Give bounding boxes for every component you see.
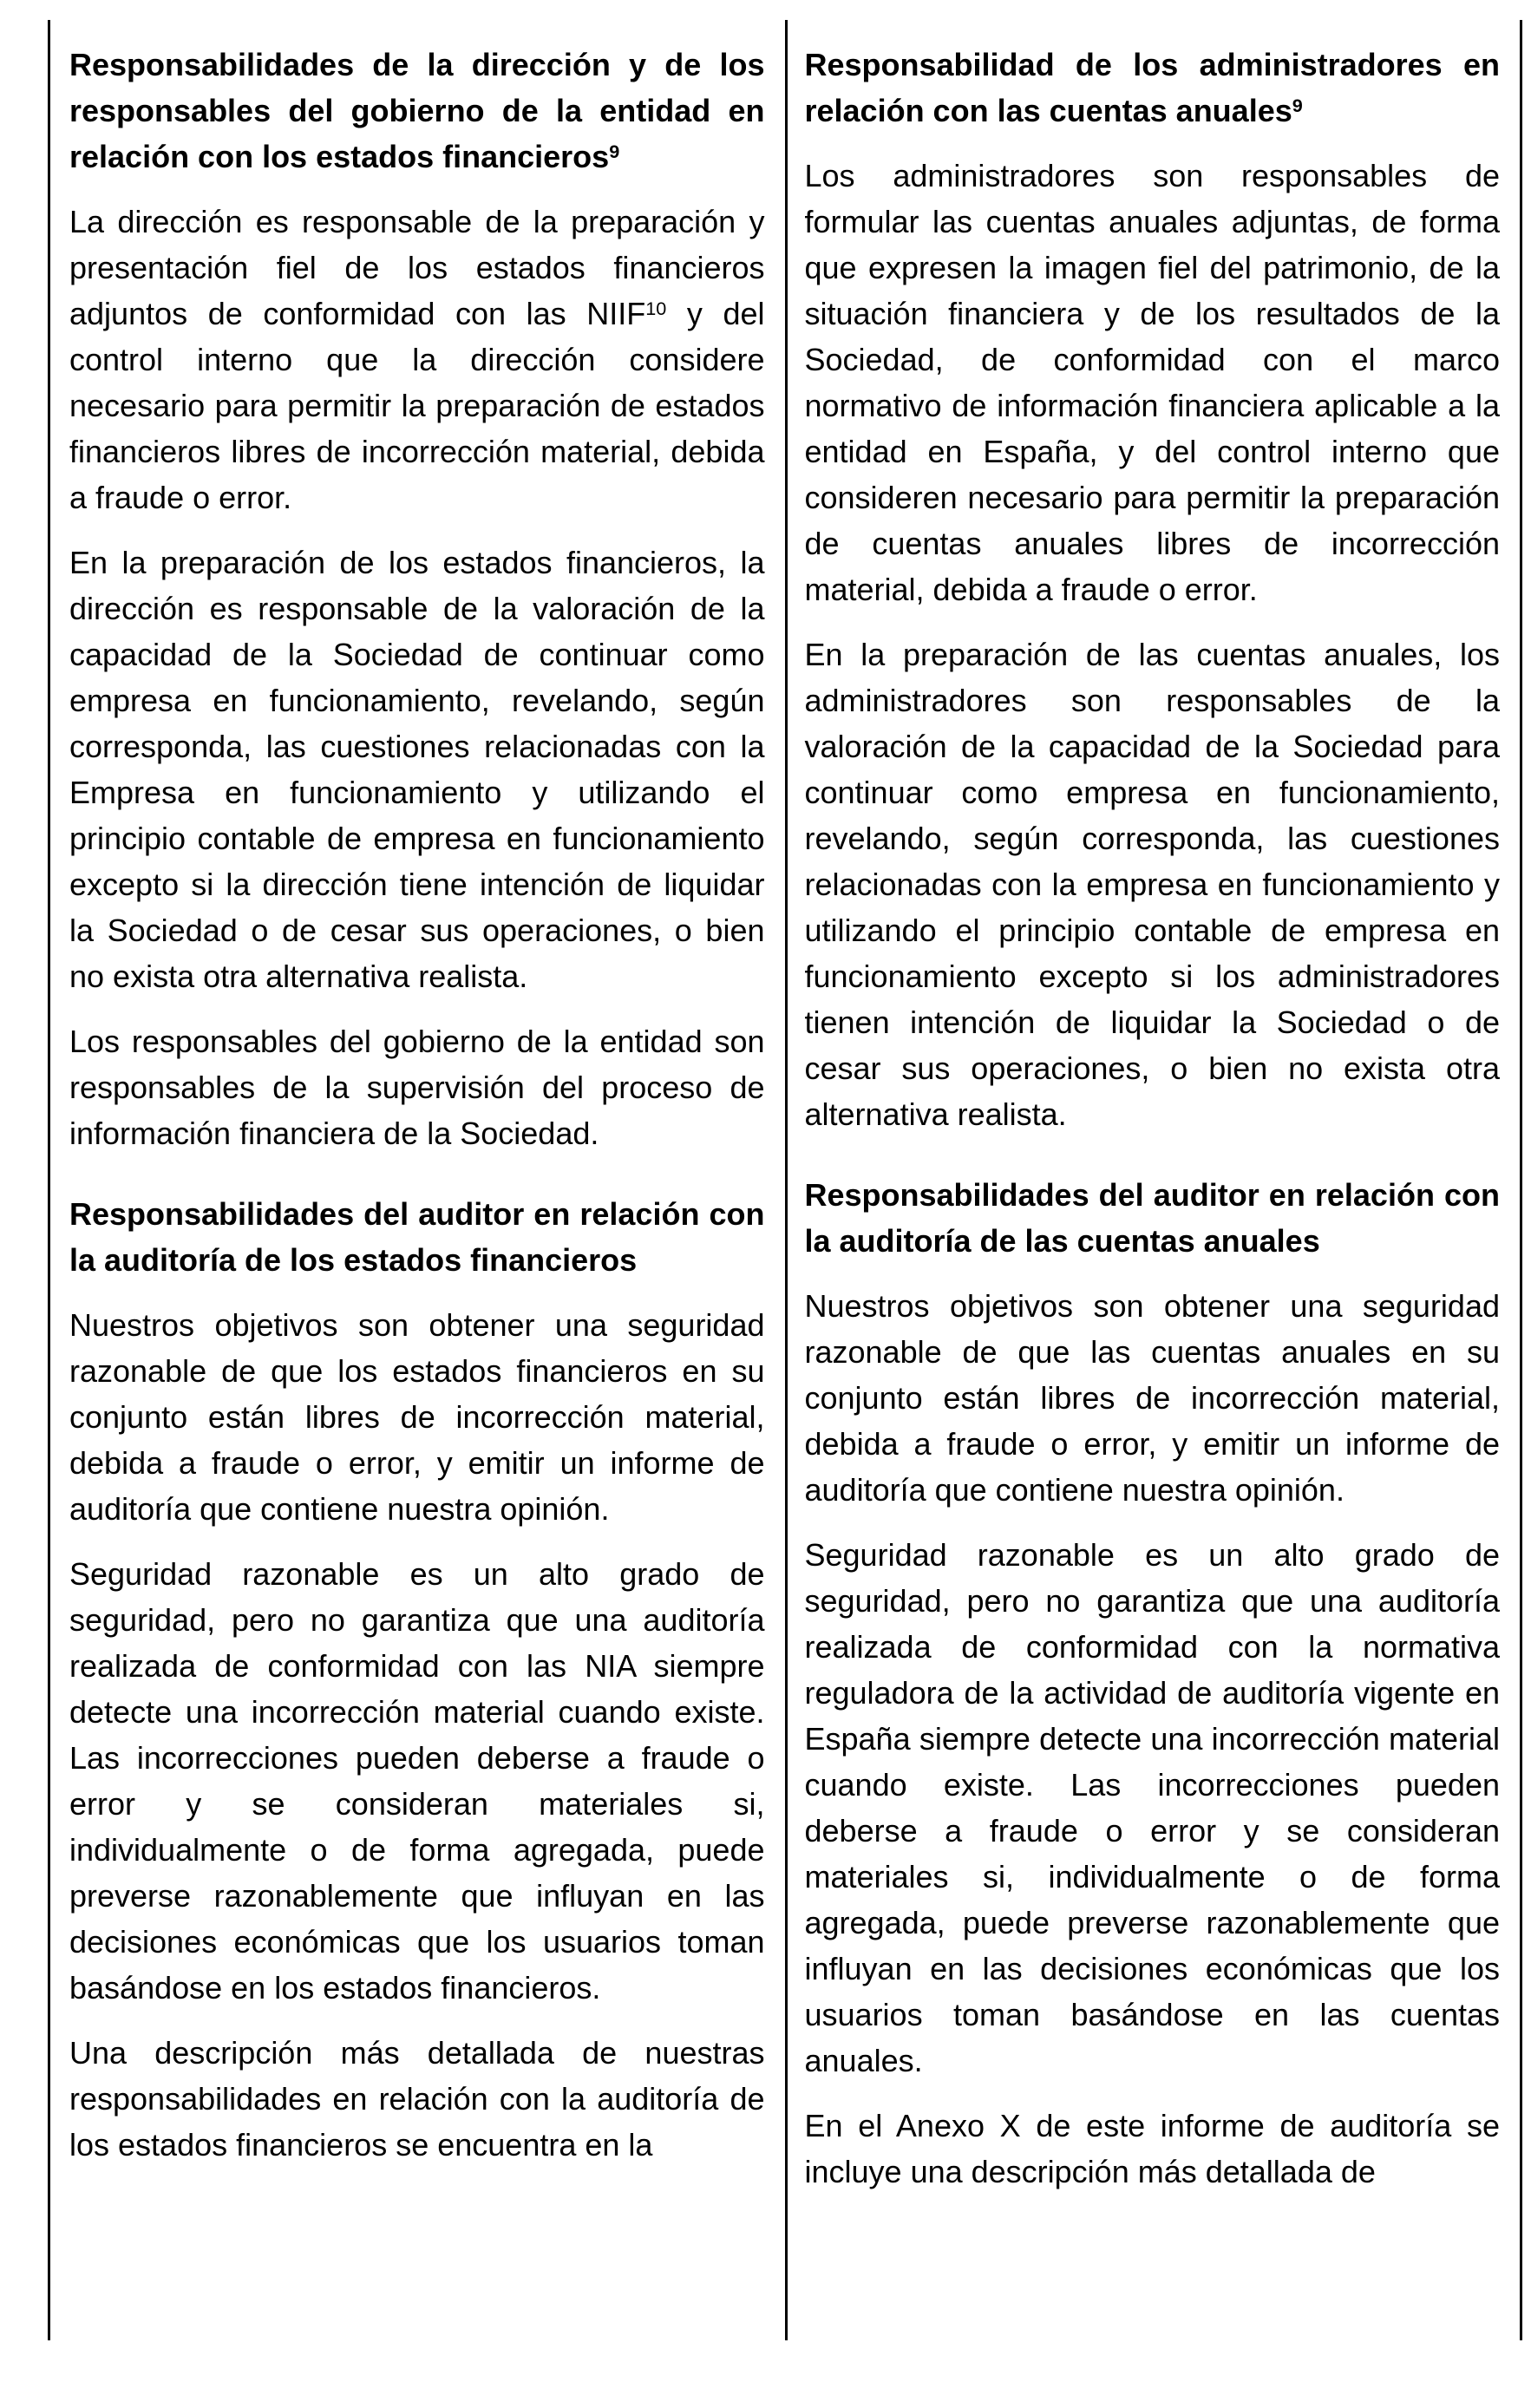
section-heading: Responsabilidades del auditor en relación con la auditoría de las cuentas anuales bbox=[804, 1177, 1500, 1259]
paragraph: Una descripción más detallada de nuestras responsabilidades en relación con la auditoría de los estados financieros se encuentra en la bbox=[69, 2035, 765, 2163]
paragraph: Nuestros objetivos son obtener una seguridad razonable de que las cuentas anuales en su conjunto están libres de incorrección material, debida a fraude o error, y emitir un informe de auditoría que contiene nuestra opinión. bbox=[804, 1288, 1500, 1508]
paragraph: Seguridad razonable es un alto grado de seguridad, pero no garantiza que una auditoría realizada de conformidad con la normativa reguladora de la actividad de auditoría vigente en España siempre detecte una incorrección material cuando existe. Las incorrecciones pueden deberse a fraude o error y se consideran materiales si, individualmente o de forma agregada, puede preverse razonablemente que influyan en las decisiones económicas que los usuarios toman basándose en las cuentas anuales. bbox=[804, 1537, 1500, 2078]
column-cuentas-anuales bbox=[785, 20, 1521, 2340]
paragraph: Los responsables del gobierno de la entidad son responsables de la supervisión del proceso de información financiera de la Sociedad. bbox=[69, 1024, 765, 1151]
paragraph: Los administradores son responsables de formular las cuentas anuales adjuntas, de forma que expresen la imagen fiel del patrimonio, de la situación financiera y de los resultados de la Sociedad, de conformidad con el marco normativo de información financiera aplicable a la entidad en España, y del control interno que consideren necesario para permitir la preparación de cuentas anuales libres de incorrección material, debida a fraude o error. bbox=[804, 158, 1500, 607]
paragraph: La dirección es responsable de la preparación y presentación fiel de los estados financieros adjuntos de conformidad con las NIIF$^{10}$ y del control interno que la dirección considere necesario para permitir la preparación de estados financieros libres de incorrección material, debida a fraude o error. bbox=[69, 204, 765, 515]
footnote-reference: 9 bbox=[609, 141, 620, 163]
section-heading: Responsabilidades de la dirección y de los responsables del gobierno de la entidad en relación con los estados financieros$^9$ bbox=[69, 47, 765, 174]
paragraph: En el Anexo X de este informe de auditoría se incluye una descripción más detallada de bbox=[804, 2108, 1500, 2189]
paragraph: Seguridad razonable es un alto grado de seguridad, pero no garantiza que una auditoría realizada de conformidad con las NIA siempre detecte una incorrección material cuando existe. Las incorrecciones pueden deberse a fraude o error y se consideran materiales si, individualmente o de forma agregada, puede preverse razonablemente que influyan en las decisiones económicas que los usuarios toman basándose en los estados financieros. bbox=[69, 1556, 765, 2006]
section-heading: Responsabilidad de los administradores en relación con las cuentas anuales$^9$ bbox=[804, 47, 1500, 128]
section-heading: Responsabilidades del auditor en relación con la auditoría de los estados financieros bbox=[69, 1196, 765, 1278]
footnote-reference: 9 bbox=[1292, 95, 1303, 117]
paragraph: Nuestros objetivos son obtener una seguridad razonable de que los estados financieros en su conjunto están libres de incorrección material, debida a fraude o error, y emitir un informe de auditoría que contiene nuestra opinión. bbox=[69, 1307, 765, 1527]
footnote-reference: 10 bbox=[645, 298, 667, 320]
comparison-table bbox=[48, 20, 1522, 2340]
column-estados-financieros bbox=[50, 20, 785, 2340]
paragraph: En la preparación de las cuentas anuales, los administradores son responsables de la valoración de la capacidad de la Sociedad para continuar como empresa en funcionamiento, revelando, según corresponda, las cuestiones relacionadas con la empresa en funcionamiento y utilizando el principio contable de empresa en funcionamiento excepto si los administradores tienen intención de liquidar la Sociedad o de cesar sus operaciones, o bien no exista otra alternativa realista. bbox=[804, 637, 1500, 1132]
paragraph: En la preparación de los estados financieros, la dirección es responsable de la valoración de la capacidad de la Sociedad de continuar como empresa en funcionamiento, revelando, según corresponda, las cuestiones relacionadas con la Empresa en funcionamiento y utilizando el principio contable de empresa en funcionamiento excepto si la dirección tiene intención de liquidar la Sociedad o de cesar sus operaciones, o bien no exista otra alternativa realista. bbox=[69, 545, 765, 994]
